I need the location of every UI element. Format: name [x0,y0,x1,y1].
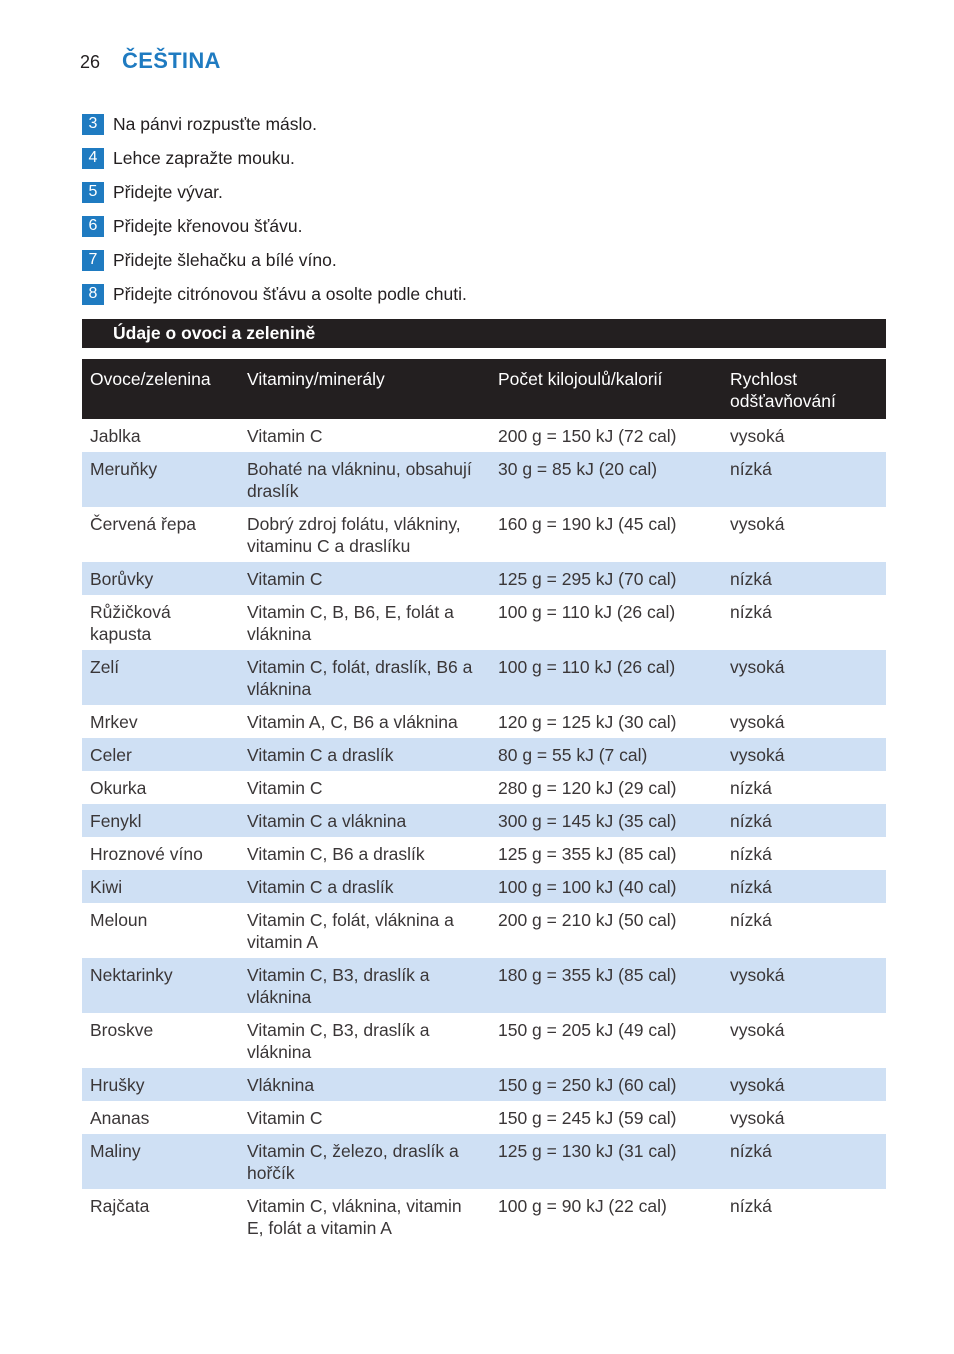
cell-vitamins: Vitamin C, B, B6, E, folát a vláknina [247,602,454,644]
cell-vitamins: Vitamin C, vláknina, vitamin E, folát a vitamin A [247,1196,462,1238]
cell-vitamins: Vitamin C, folát, draslík, B6 a vláknina [239,650,490,705]
cell-vitamins: Vitamin C a draslík [239,738,490,771]
cell-energy: 150 g = 205 kJ (49 cal) [498,1020,677,1040]
table-header-row [82,359,886,419]
cell-energy: 280 g = 120 kJ (29 cal) [498,778,677,798]
cell-energy: 120 g = 125 kJ (30 cal) [498,712,677,732]
step-text: Přidejte vývar. [113,181,223,202]
cell-produce: Červená řepa [90,514,197,534]
cell-energy: 180 g = 355 kJ (85 cal) [490,958,722,1013]
step-item [82,107,882,141]
cell-produce: Fenykl [82,804,239,837]
cell-juicing-speed: nízká [722,562,886,595]
table-row [82,1134,886,1189]
cell-energy: 160 g = 190 kJ (45 cal) [498,514,677,534]
step-number-badge: 5 [82,182,104,203]
table-row [82,958,886,1013]
cell-produce: Hroznové víno [90,844,203,864]
step-number-badge: 4 [82,148,104,169]
cell-energy: 300 g = 145 kJ (35 cal) [490,804,722,837]
cell-juicing-speed: nízká [730,910,772,930]
table-row [82,837,886,870]
cell-vitamins: Vitamin C [247,778,323,798]
table-row [82,419,886,452]
cell-energy: 200 g = 210 kJ (50 cal) [498,910,677,930]
table-row [82,870,886,903]
cell-energy: 125 g = 130 kJ (31 cal) [490,1134,722,1189]
cell-produce: Celer [82,738,239,771]
table-row [82,804,886,837]
cell-energy: 30 g = 85 kJ (20 cal) [490,452,722,507]
step-item [82,141,882,175]
step-number-badge: 3 [82,114,104,135]
step-number-badge: 8 [82,284,104,305]
step-text: Lehce zapražte mouku. [113,147,295,168]
cell-produce: Ananas [90,1108,150,1128]
cell-produce: Jablka [90,426,141,446]
step-item [82,175,882,209]
language-title: ČEŠTINA [122,48,221,73]
cell-vitamins: Bohaté na vlákninu, obsahují draslík [239,452,490,507]
column-header-energy: Počet kilojoulů/kalorií [490,359,722,419]
cell-juicing-speed: nízká [730,1196,772,1216]
cell-juicing-speed: nízká [730,602,772,622]
step-number-badge: 7 [82,250,104,271]
cell-produce: Zelí [82,650,239,705]
cell-produce: Maliny [82,1134,239,1189]
cell-produce: Meruňky [82,452,239,507]
step-item [82,209,882,243]
cell-vitamins: Vitamin A, C, B6 a vláknina [247,712,458,732]
column-header-vitamins: Vitaminy/minerály [239,359,490,419]
column-header-produce: Ovoce/zelenina [82,359,239,419]
cell-produce: Růžičková kapusta [90,602,171,644]
cell-juicing-speed: nízká [730,844,772,864]
cell-juicing-speed: vysoká [730,1108,785,1128]
table-row [82,903,886,958]
cell-energy: 125 g = 355 kJ (85 cal) [498,844,677,864]
step-text: Na pánvi rozpusťte máslo. [113,113,318,134]
table-row [82,1068,886,1101]
cell-vitamins: Vitamin C [247,426,323,446]
cell-vitamins: Vitamin C a vláknina [239,804,490,837]
table-row [82,507,886,562]
cell-vitamins: Vitamin C a draslík [239,870,490,903]
table-row [82,771,886,804]
cell-vitamins: Vitamin C [239,562,490,595]
nutrition-table [82,359,886,1244]
cell-energy: 100 g = 110 kJ (26 cal) [498,602,676,622]
cell-produce: Rajčata [90,1196,150,1216]
cell-produce: Mrkev [90,712,138,732]
cell-juicing-speed: vysoká [722,738,886,771]
cell-energy: 100 g = 90 kJ (22 cal) [498,1196,667,1216]
table-row [82,595,886,650]
step-item [82,277,882,311]
cell-produce: Borůvky [82,562,239,595]
cell-produce: Kiwi [82,870,239,903]
cell-produce: Hrušky [82,1068,239,1101]
cell-vitamins: Vitamin C [247,1108,323,1128]
table-row [82,1189,886,1244]
cell-produce: Broskve [90,1020,154,1040]
table-row [82,705,886,738]
cell-juicing-speed: nízká [730,778,772,798]
cell-juicing-speed: vysoká [730,514,785,534]
cell-juicing-speed: nízká [722,452,886,507]
step-number-badge: 6 [82,216,104,237]
cell-vitamins: Vláknina [239,1068,490,1101]
table-row [82,1013,886,1068]
cell-energy: 80 g = 55 kJ (7 cal) [490,738,722,771]
recipe-steps [82,107,882,311]
section-title: Údaje o ovoci a zelenině [82,319,886,348]
cell-juicing-speed: nízká [722,870,886,903]
cell-produce: Okurka [90,778,147,798]
cell-juicing-speed: vysoká [722,958,886,1013]
table-row [82,738,886,771]
step-text: Přidejte křenovou šťávu. [113,215,303,236]
step-text: Přidejte šlehačku a bílé víno. [113,249,337,270]
cell-energy: 200 g = 150 kJ (72 cal) [498,426,677,446]
cell-energy: 150 g = 245 kJ (59 cal) [498,1108,677,1128]
cell-juicing-speed: vysoká [730,712,785,732]
cell-juicing-speed: vysoká [722,650,886,705]
cell-vitamins: Vitamin C, B6 a draslík [247,844,425,864]
cell-juicing-speed: nízká [722,1134,886,1189]
cell-juicing-speed: vysoká [730,426,785,446]
step-item [82,243,882,277]
cell-vitamins: Vitamin C, B3, draslík a vláknina [247,1020,430,1062]
cell-vitamins: Dobrý zdroj folátu, vlákniny, vitaminu C a draslíku [247,514,461,556]
table-row [82,1101,886,1134]
table-row [82,452,886,507]
step-text: Přidejte citrónovou šťávu a osolte podle chuti. [113,283,467,304]
cell-energy: 125 g = 295 kJ (70 cal) [490,562,722,595]
cell-juicing-speed: vysoká [730,1020,785,1040]
cell-produce: Meloun [90,910,148,930]
table-row [82,650,886,705]
column-header-juicing-speed: Rychlost odšťavňování [722,359,886,419]
page-header [80,48,221,74]
cell-vitamins: Vitamin C, B3, draslík a vláknina [239,958,490,1013]
cell-energy: 150 g = 250 kJ (60 cal) [490,1068,722,1101]
cell-vitamins: Vitamin C, železo, draslík a hořčík [239,1134,490,1189]
cell-energy: 100 g = 110 kJ (26 cal) [490,650,722,705]
cell-produce: Nektarinky [82,958,239,1013]
cell-juicing-speed: vysoká [722,1068,886,1101]
table-row [82,562,886,595]
cell-vitamins: Vitamin C, folát, vláknina a vitamin A [247,910,454,952]
cell-energy: 100 g = 100 kJ (40 cal) [490,870,722,903]
page-number: 26 [80,52,101,72]
cell-juicing-speed: nízká [722,804,886,837]
